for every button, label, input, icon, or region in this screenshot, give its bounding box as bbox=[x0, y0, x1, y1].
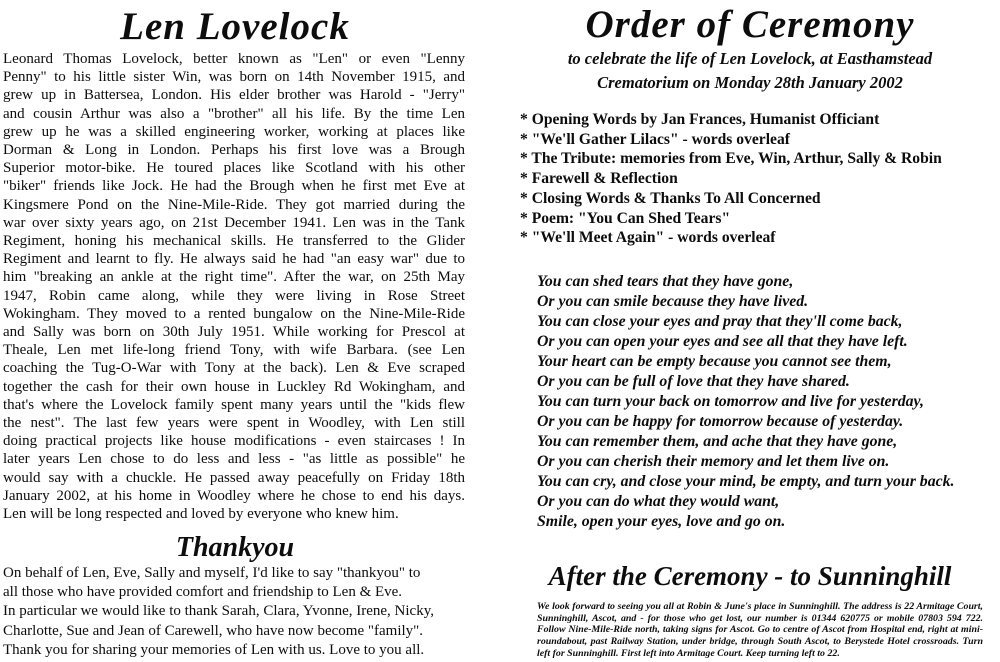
biography-line: doing practical projects like house modifications - even staircases ! In bbox=[3, 433, 465, 450]
biography-line: Leonard Thomas Lovelock, better known as "Len" or even "Lenny bbox=[3, 51, 465, 67]
biography-text bbox=[3, 50, 465, 523]
biography-line: grew up in Battersea, London. His elder brother was Harold - "Jerry" bbox=[3, 87, 465, 104]
poem-line: Or you can do what they would want, bbox=[537, 493, 780, 510]
ceremony-subtitle bbox=[500, 47, 1000, 95]
biography-line: grew up he was a skilled engineering worker, working at places like bbox=[3, 123, 465, 140]
left-page bbox=[0, 0, 470, 662]
page-title-len-lovelock: Len Lovelock bbox=[120, 5, 350, 48]
poem-you-can-shed-tears bbox=[537, 272, 954, 532]
biography-line: Wokingham. They moved to a rented bungalow on the Nine-Mile-Ride bbox=[3, 305, 465, 322]
poem-line: Or you can be full of love that they have shared. bbox=[537, 373, 850, 390]
order-item: * Farewell & Reflection bbox=[520, 170, 678, 188]
order-item: * The Tribute: memories from Eve, Win, Arthur, Sally & Robin bbox=[520, 150, 942, 168]
biography-line: Kingsmere Pond on the Nine-Mile-Ride. They got married during the bbox=[3, 196, 465, 213]
thankyou-line: On behalf of Len, Eve, Sally and myself, I'd like to say "thankyou" to bbox=[3, 565, 421, 581]
biography-line: Penny" to his little sister Win, was born on 14th November 1915, and bbox=[3, 69, 465, 86]
poem-line: Smile, open your eyes, love and go on. bbox=[537, 513, 786, 530]
biography-line: "biker" friends like Jock. He had the Brough when he first met Eve at bbox=[3, 178, 465, 195]
biography-line: Regiment and learnt to fly. He always said he had "an easy war" due to bbox=[3, 251, 465, 268]
thankyou-line: Thank you for sharing your memories of Len with us. Love to you all. bbox=[3, 641, 425, 658]
order-item: * "We'll Gather Lilacs" - words overleaf bbox=[520, 130, 790, 148]
biography-line: 1947, Robin came along, while they were living in Rose Street bbox=[3, 287, 465, 304]
subtitle-line: to celebrate the life of Len Lovelock, at Easthamstead bbox=[567, 49, 933, 68]
biography-line: Theale, Len met life-long friend Tony, with wife Barbara. (see Len bbox=[3, 342, 465, 359]
poem-line: You can turn your back on tomorrow and live for yesterday, bbox=[537, 393, 924, 410]
poem-line: You can shed tears that they have gone, bbox=[537, 273, 794, 290]
thankyou-heading: Thankyou bbox=[175, 532, 295, 563]
order-item: * Opening Words by Jan Frances, Humanist Officiant bbox=[520, 111, 880, 128]
right-page bbox=[500, 0, 1000, 662]
biography-line: and cousin Arthur was also a "brother" all his life. By the time Len bbox=[3, 105, 465, 122]
order-item: * Poem: "You Can Shed Tears" bbox=[520, 209, 731, 227]
biography-line: would say with a chuckle. He passed away peacefully on Friday 18th bbox=[3, 469, 465, 486]
biography-line: and Sally was born on 30th July 1951. While working for Prescol at bbox=[3, 324, 465, 341]
biography-line: coaching the Tug-O-War with Tony at the back). Len & Eve scraped bbox=[3, 360, 465, 377]
poem-line: You can cry, and close your mind, be empty, and turn your back. bbox=[537, 473, 955, 490]
poem-line: Your heart can be empty because you cannot see them, bbox=[537, 353, 892, 370]
biography-line: war over sixty years ago, on 21st December 1941. Len was in the Tank bbox=[3, 214, 465, 231]
order-item: * "We'll Meet Again" - words overleaf bbox=[520, 229, 776, 247]
thankyou-text bbox=[3, 564, 465, 660]
biography-line: Regiment, honing his mechanical skills. He transferred to the Glider bbox=[3, 233, 465, 250]
biography-line: that's where the Lovelock family spent many years until the "kids flew bbox=[3, 396, 465, 413]
poem-line: Or you can be happy for tomorrow because of yesterday. bbox=[537, 413, 904, 430]
biography-line: Superior motor-bike. He toured places like Scotland with his other bbox=[3, 160, 465, 177]
biography-line: him "breaking an ankle at the right time". After the war, on 25th May bbox=[3, 269, 465, 286]
biography-line: January 2002, at his home in Woodley where he chose to end his days. bbox=[3, 487, 465, 504]
order-item: * Closing Words & Thanks To All Concerned bbox=[520, 189, 821, 207]
thankyou-line: Charlotte, Sue and Jean of Carewell, who have now become "family". bbox=[3, 622, 424, 639]
poem-line: Or you can cherish their memory and let them live on. bbox=[537, 453, 890, 470]
thankyou-line: all those who have provided comfort and friendship to Len & Eve. bbox=[3, 584, 403, 601]
page-title-order-of-ceremony: Order of Ceremony bbox=[585, 3, 915, 46]
poem-line: Or you can smile because they have lived. bbox=[537, 293, 809, 310]
poem-line: You can remember them, and ache that they have gone, bbox=[537, 433, 898, 450]
directions-text: We look forward to seeing you all at Robin & June's place in Sunninghill. The address is 22 Armitage Court, Sunninghill, Ascot, and - for those who get lost, our number is 01344 620775 or mobile 07803 594 722. Follow Nine-Mile-Ride north, taking signs for Ascot. Go to centre of Ascot from Hospital end, right at mini-roundabout, past Railway Station, under bridge, through South Ascot, to Berystede Hotel crossroads. Turn left for Sunninghill. First left into Armitage Court. Keep turning left to 22. bbox=[537, 601, 983, 659]
biography-line: Dorman & Long in London. Perhaps his first love was a Brough bbox=[3, 142, 465, 159]
biography-line: later years Len chose to do less and less - "as little as possible" he bbox=[3, 451, 465, 468]
after-ceremony-heading: After the Ceremony - to Sunninghill bbox=[548, 561, 952, 591]
biography-line: Len will be long respected and loved by everyone who knew him. bbox=[3, 506, 399, 523]
subtitle-line: Crematorium on Monday 28th January 2002 bbox=[597, 73, 903, 92]
poem-line: Or you can open your eyes and see all that they have left. bbox=[537, 333, 908, 350]
biography-line: the nest". The last few years were spent in Woodley, with Len still bbox=[3, 415, 465, 432]
thankyou-line: In particular we would like to thank Sarah, Clara, Yvonne, Irene, Nicky, bbox=[3, 603, 434, 620]
biography-line: together the cash for their own house in Luckley Rd Wokingham, and bbox=[3, 378, 465, 395]
poem-line: You can close your eyes and pray that they'll come back, bbox=[537, 313, 903, 330]
order-of-service-list bbox=[520, 110, 942, 248]
